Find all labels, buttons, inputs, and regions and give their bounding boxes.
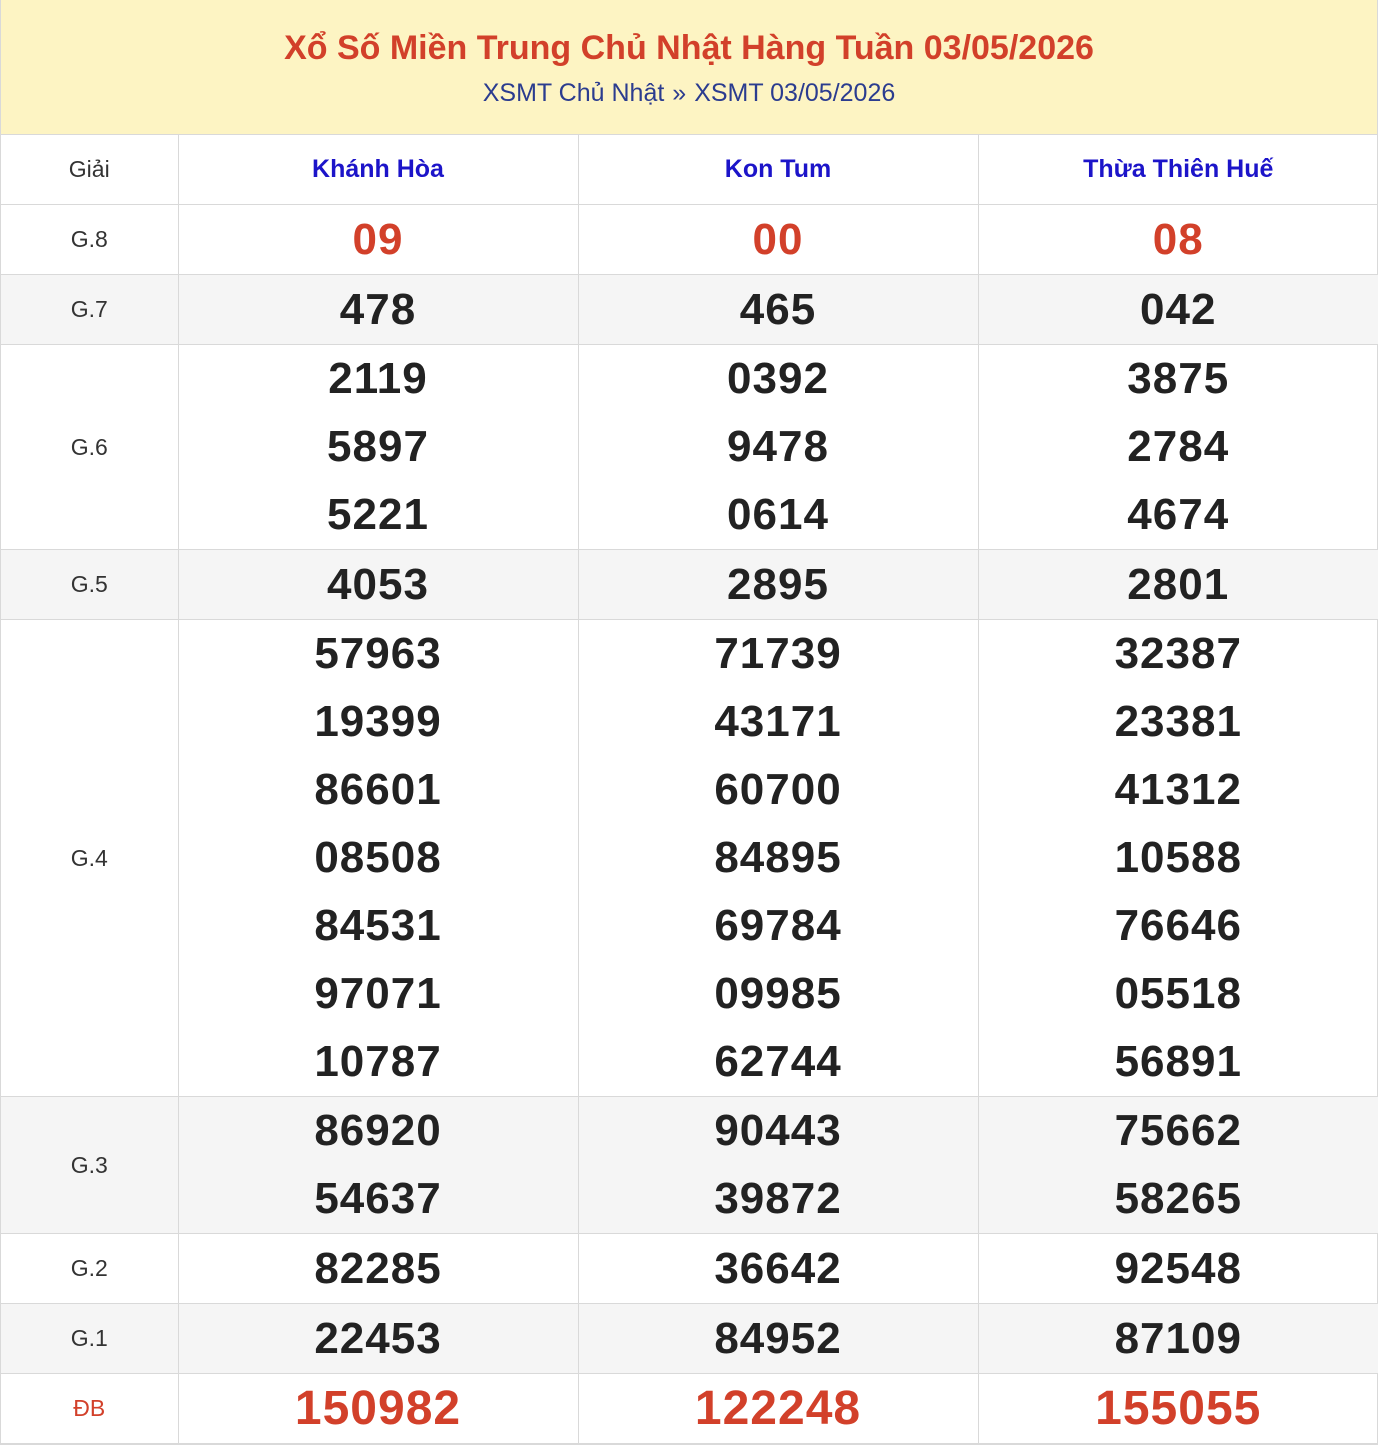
prize-cell [978,205,1378,275]
prize-cell [178,1097,578,1234]
winning-number: 36642 [714,1243,842,1293]
prize-row [1,1374,1378,1444]
results-header [1,0,1377,135]
winning-number: 10787 [314,1037,442,1086]
winning-number: 2801 [1127,559,1230,609]
prize-cell [578,550,978,620]
winning-number: 75662 [1114,1106,1242,1155]
prize-cell [578,1374,978,1444]
breadcrumb-link-date[interactable]: XSMT 03/05/2026 [694,79,896,107]
winning-number: 39872 [714,1174,842,1223]
winning-number: 90443 [714,1106,842,1155]
prize-cell [578,275,978,345]
winning-number: 82285 [314,1243,442,1293]
winning-number: 5897 [327,422,429,471]
winning-number: 60700 [714,765,842,814]
prize-cell [578,620,978,1097]
province-header-kon-tum[interactable]: Kon Tum [578,135,978,205]
winning-number: 478 [339,284,417,334]
winning-number: 32387 [1114,629,1242,678]
winning-number: 08508 [314,833,442,882]
winning-number: 09 [352,214,404,264]
results-body [1,205,1378,1444]
prize-cell [978,275,1378,345]
winning-number: 08 [1152,214,1204,264]
breadcrumb-separator: » [672,79,687,107]
winning-number: 86920 [314,1106,442,1155]
winning-number: 58265 [1114,1174,1242,1223]
winning-number: 84531 [314,901,442,950]
winning-number: 4674 [1127,490,1230,539]
winning-number: 69784 [714,901,842,950]
winning-number: 41312 [1114,765,1242,814]
prize-row [1,1234,1378,1304]
table-header-row [1,135,1378,205]
prize-cell [978,550,1378,620]
winning-number: 84895 [714,833,842,882]
winning-number: 09985 [714,969,842,1018]
winning-number: 71739 [714,629,842,678]
prize-label: G.7 [1,275,178,345]
prize-cell [978,1374,1378,1444]
prize-column-header: Giải [1,135,178,205]
prize-row [1,1097,1378,1234]
prize-cell [578,1097,978,1234]
prize-label: G.6 [1,345,178,550]
winning-number: 57963 [314,629,442,678]
winning-number: 3875 [1127,354,1230,403]
prize-row [1,1304,1378,1374]
winning-number: 155055 [1095,1381,1262,1435]
winning-number: 05518 [1114,969,1242,1018]
prize-cell [178,550,578,620]
prize-label: ĐB [1,1374,178,1444]
prize-cell [578,1234,978,1304]
winning-number: 042 [1140,284,1217,334]
winning-number: 92548 [1114,1243,1242,1293]
winning-number: 2119 [328,354,428,403]
winning-number: 86601 [314,765,442,814]
winning-number: 4053 [327,559,429,609]
prize-row [1,205,1378,275]
winning-number: 87109 [1114,1313,1242,1363]
winning-number: 465 [739,284,817,334]
winning-number: 19399 [314,697,442,746]
province-header-thua-thien-hue[interactable]: Thừa Thiên Huế [978,135,1378,205]
winning-number: 2895 [727,559,829,609]
breadcrumb [1,78,1377,108]
page-title: Xổ Số Miền Trung Chủ Nhật Hàng Tuần 03/05/2026 [284,29,1094,67]
prize-cell [178,205,578,275]
prize-row [1,550,1378,620]
winning-number: 76646 [1114,901,1242,950]
winning-number: 0392 [727,354,829,403]
winning-number: 62744 [714,1037,842,1086]
prize-cell [178,1234,578,1304]
prize-label: G.8 [1,205,178,275]
winning-number: 2784 [1127,422,1230,471]
province-header-khanh-hoa[interactable]: Khánh Hòa [178,135,578,205]
prize-cell [978,345,1378,550]
prize-row [1,275,1378,345]
prize-label: G.5 [1,550,178,620]
prize-cell [178,345,578,550]
prize-cell [178,1374,578,1444]
prize-cell [978,1234,1378,1304]
prize-cell [978,1097,1378,1234]
prize-cell [178,1304,578,1374]
winning-number: 00 [752,214,804,264]
prize-cell [578,345,978,550]
prize-row [1,620,1378,1097]
winning-number: 0614 [727,490,829,539]
winning-number: 122248 [694,1381,862,1435]
winning-number: 10588 [1114,833,1242,882]
prize-cell [578,1304,978,1374]
winning-number: 56891 [1114,1037,1242,1086]
winning-number: 9478 [727,422,829,471]
prize-cell [978,1304,1378,1374]
winning-number: 84952 [714,1313,842,1363]
winning-number: 23381 [1114,697,1242,746]
breadcrumb-link-weekday[interactable]: XSMT Chủ Nhật [482,79,665,107]
prize-label: G.4 [1,620,178,1097]
winning-number: 97071 [314,969,442,1018]
results-table [1,135,1378,1444]
winning-number: 150982 [294,1381,462,1435]
prize-label: G.1 [1,1304,178,1374]
prize-label: G.3 [1,1097,178,1234]
winning-number: 5221 [327,490,429,539]
prize-cell [978,620,1378,1097]
prize-cell [178,275,578,345]
winning-number: 43171 [714,697,842,746]
winning-number: 54637 [314,1174,442,1223]
prize-cell [578,205,978,275]
prize-row [1,345,1378,550]
prize-cell [178,620,578,1097]
winning-number: 22453 [314,1313,442,1363]
prize-label: G.2 [1,1234,178,1304]
